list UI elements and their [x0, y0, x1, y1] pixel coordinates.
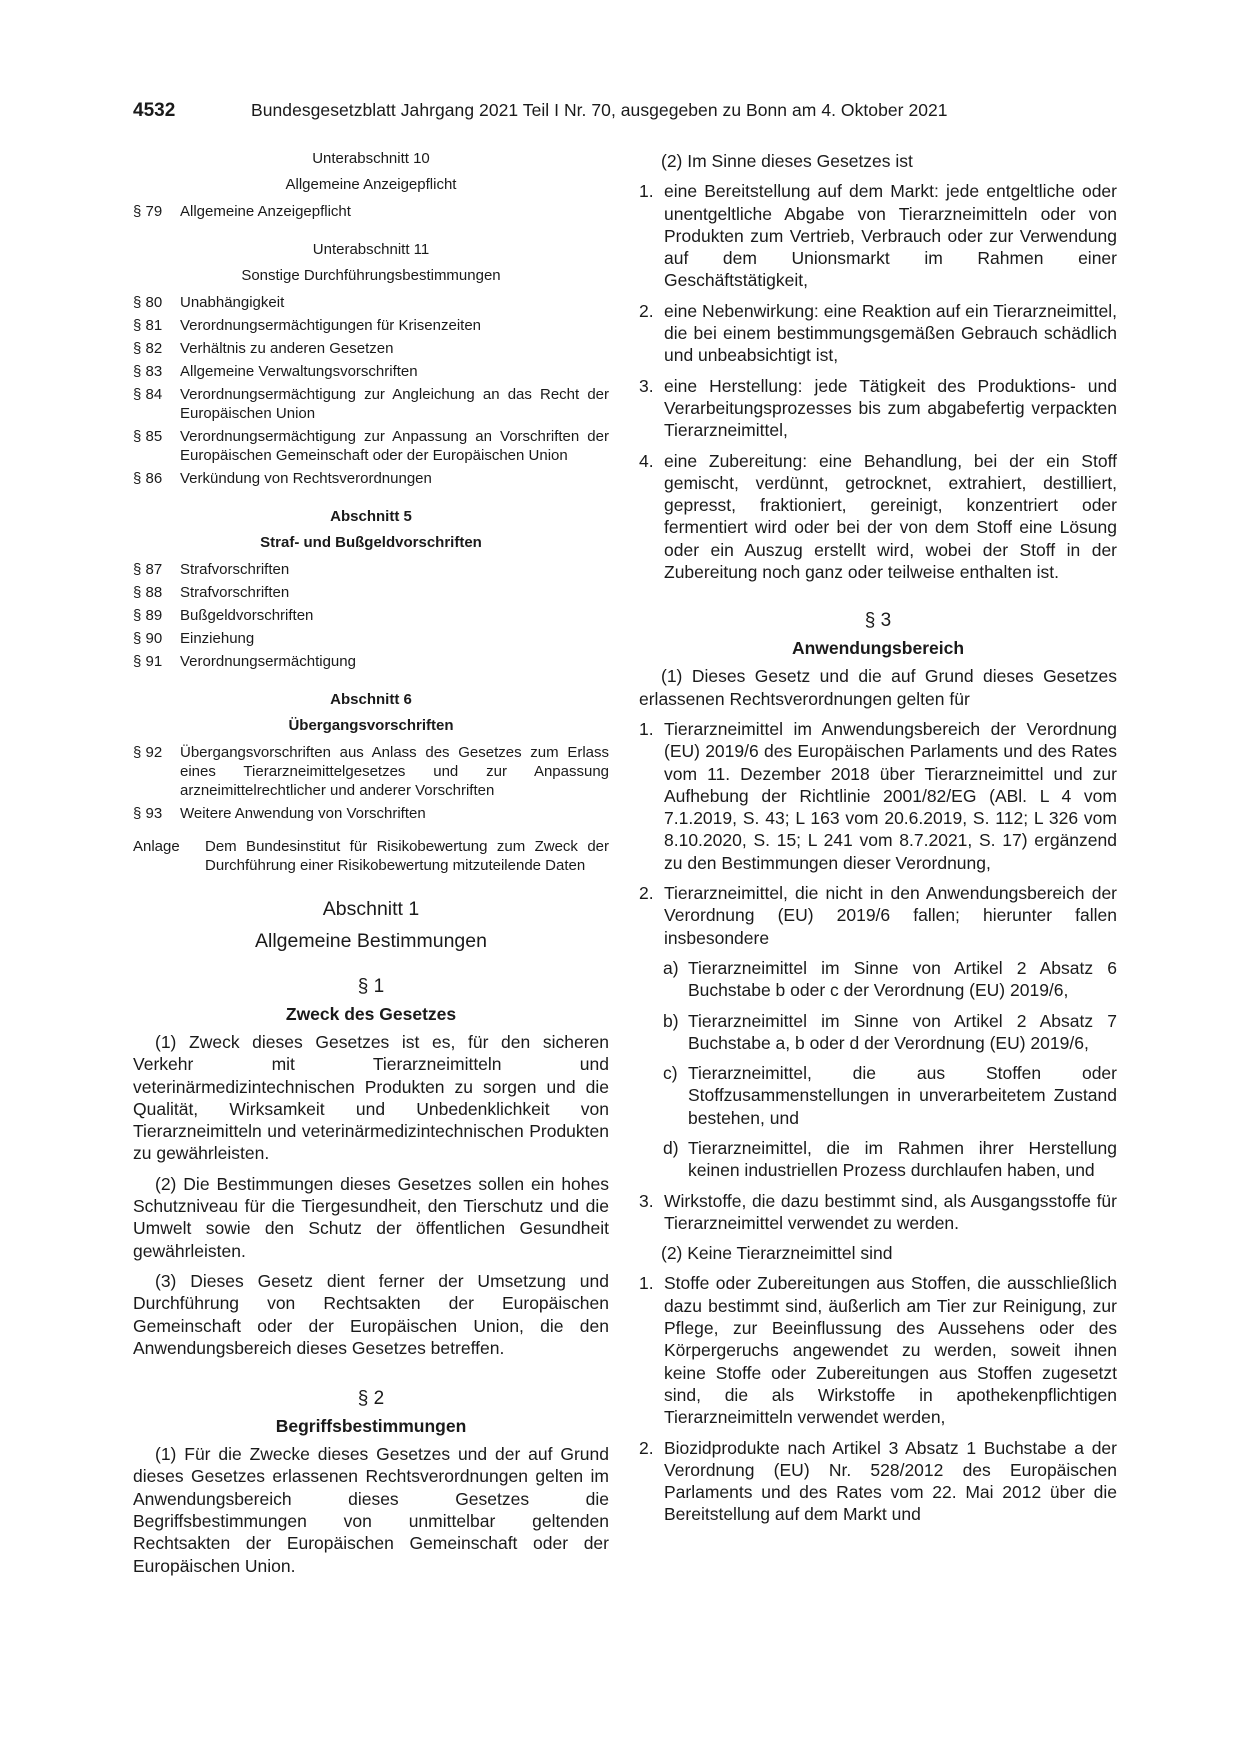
toc-entry-number: § 92	[133, 744, 163, 761]
left-column	[133, 150, 609, 1585]
toc-entry-number: § 90	[133, 630, 163, 647]
toc-entry-text: Verordnungsermächtigung zur Anpassung an Vorschriften der Europäischen Gemeinschaft oder der Europäischen Union	[180, 428, 609, 464]
toc-entry-text: Übergangsvorschriften aus Anlass des Gesetzes zum Erlass eines Tierarzneimittelgesetzes und zur Anpassung arzneimittelrechtlicher und anderer Vorschriften	[180, 744, 609, 799]
toc-entry-text: Unabhängigkeit	[180, 294, 285, 311]
sub-list-item-letter: d)	[663, 1137, 679, 1158]
toc-entry	[133, 743, 609, 800]
sub-list-item-text: Tierarzneimittel, die aus Stoffen oder Stoffzusammenstellungen in unverarbeitetem Zustand bestehen, und	[688, 1063, 1117, 1128]
toc-entry-text: Verordnungsermächtigungen für Krisenzeiten	[180, 317, 482, 334]
toc-entry-number: § 88	[133, 584, 163, 601]
sub-list-item-letter: b)	[663, 1010, 679, 1031]
paragraph: (1) Zweck dieses Gesetzes ist es, für den sicheren Verkehr mit Tierarzneimitteln und veterinärmedizintechnischen Produkten zu sorgen und die Qualität, Wirksamkeit und Unbedenklichkeit von Tierarzneimitteln und veterinärmedizintechnischen Produkten zu gewährleisten.	[133, 1032, 609, 1164]
toc-entry-text: Bußgeldvorschriften	[180, 607, 314, 624]
toc-entry-text: Allgemeine Anzeigepflicht	[180, 203, 351, 220]
toc-unterabschnitt-11-heading: Unterabschnitt 11	[312, 241, 430, 258]
toc-entry-text: Allgemeine Verwaltungsvorschriften	[180, 363, 418, 380]
abschnitt-1-heading: Abschnitt 1	[322, 898, 420, 920]
toc-entry-number: Anlage	[133, 838, 180, 855]
sub-list-item	[639, 1010, 1117, 1055]
page-number: 4532	[133, 100, 176, 121]
list-item	[639, 1437, 1117, 1526]
toc-entry-number: § 89	[133, 607, 163, 624]
section-3-number: § 3	[864, 610, 892, 632]
section-3-title: Anwendungsbereich	[791, 638, 965, 659]
list-item	[639, 375, 1117, 442]
toc-abschnitt-5-heading: Abschnitt 5	[330, 508, 412, 525]
list-item-number: 3.	[639, 1190, 654, 1211]
list-item-text: eine Herstellung: jede Tätigkeit des Produktions- und Verarbeitungsprozesses bis zum abgabefertig verpackten Tierarzneimittel,	[664, 375, 1117, 441]
toc-entry-text: Verkündung von Rechtsverordnungen	[180, 470, 432, 487]
toc-entry-number: § 87	[133, 561, 163, 578]
gazette-title: Bundesgesetzblatt Jahrgang 2021 Teil I Nr. 70, ausgegeben zu Bonn am 4. Oktober 2021	[251, 100, 948, 120]
toc-entry	[133, 316, 609, 335]
list-item	[639, 1190, 1117, 1235]
list-item-text: eine Bereitstellung auf dem Markt: jede entgeltliche oder unentgeltliche Abgabe von Tierarzneimitteln oder von Produkten zum Vertrieb, Verbrauch oder zur Verwendung auf dem Unionsmarkt im Rahmen einer Geschäftstätigkeit,	[664, 181, 1117, 291]
abschnitt-1-title: Allgemeine Bestimmungen	[255, 930, 487, 952]
page-header	[133, 100, 1113, 124]
toc-entry-number: § 80	[133, 294, 163, 311]
toc-entry-number: § 79	[133, 203, 163, 220]
list-item-number: 1.	[639, 1273, 654, 1294]
toc-unterabschnitt-10-title: Allgemeine Anzeigepflicht	[285, 176, 457, 193]
list-item	[639, 180, 1117, 291]
list-item	[639, 1272, 1117, 1428]
sub-list-item	[639, 1062, 1117, 1129]
toc-entry-number: § 82	[133, 340, 163, 357]
toc-entry	[133, 469, 609, 488]
toc-entry	[133, 560, 609, 579]
sub-list-item	[639, 957, 1117, 1002]
sub-list-item	[639, 1137, 1117, 1182]
toc-abschnitt-6-heading: Abschnitt 6	[330, 691, 412, 708]
toc-section	[133, 150, 609, 875]
sub-list-item-text: Tierarzneimittel, die im Rahmen ihrer Herstellung keinen industriellen Prozess durchlaufen haben, und	[688, 1137, 1117, 1181]
toc-entry	[133, 339, 609, 358]
toc-abschnitt-6-title: Übergangsvorschriften	[288, 717, 454, 734]
list-item-text: Tierarzneimittel, die nicht in den Anwendungsbereich der Verordnung (EU) 2019/6 fallen; hierunter fallen insbesondere	[664, 883, 1117, 948]
paragraph: (2) Die Bestimmungen dieses Gesetzes sollen ein hohes Schutzniveau für die Tiergesundheit, den Tierschutz und die Umwelt sowie den Schutz der öffentlichen Gesundheit gewährleisten.	[133, 1173, 609, 1261]
toc-entry-number: § 93	[133, 805, 163, 822]
toc-entry	[133, 362, 609, 381]
list-item-text: Stoffe oder Zubereitungen aus Stoffen, die ausschließlich dazu bestimmt sind, äußerlich am Tier zur Reinigung, zur Pflege, zur Beeinflussung des Aussehens oder des Körpergeruchs angewendet zu werden, soweit ihnen keine Stoffe oder Zubereitungen aus Stoffen zugesetzt sind, die als Wirkstoffe in apothekenpflichtigen Tierarzneimitteln verwendet werden,	[664, 1273, 1117, 1428]
toc-entry	[133, 202, 609, 221]
paragraph: (2) Keine Tierarzneimittel sind	[661, 1243, 893, 1264]
toc-unterabschnitt-11-title: Sonstige Durchführungsbestimmungen	[241, 267, 501, 284]
paragraph: (1) Dieses Gesetz und die auf Grund dieses Gesetzes erlassenen Rechtsverordnungen gelten für	[639, 666, 1117, 709]
toc-entry-text: Verordnungsermächtigung	[180, 653, 356, 670]
sub-list-item-text: Tierarzneimittel im Sinne von Artikel 2 Absatz 6 Buchstabe b oder c der Verordnung (EU) 2019/6,	[688, 957, 1117, 1001]
toc-entry	[133, 385, 609, 423]
list-item-number: 1.	[639, 181, 654, 202]
toc-entry	[133, 583, 609, 602]
list-item-text: Tierarzneimittel im Anwendungsbereich der Verordnung (EU) 2019/6 des Europäischen Parlaments und des Rates vom 11. Dezember 2018 über Tierarzneimittel und zur Aufhebung der Richtlinie 2001/82/EG (ABl. L 4 vom 7.1.2019, S. 43; L 163 vom 20.6.2019, S. 112; L 326 vom 8.10.2020, S. 15; L 241 vom 8.7.2021, S. 17) ergänzend zu den Bestimmungen dieser Verordnung,	[664, 718, 1117, 873]
list-item	[639, 718, 1117, 874]
sub-list-item-text: Tierarzneimittel im Sinne von Artikel 2 Absatz 7 Buchstabe a, b oder d der Verordnung (EU) 2019/6,	[688, 1010, 1117, 1053]
toc-entry	[133, 629, 609, 648]
list-item-number: 4.	[639, 450, 654, 471]
list-item	[639, 450, 1117, 584]
toc-entry	[133, 427, 609, 465]
toc-entry-text: Strafvorschriften	[180, 561, 290, 578]
toc-unterabschnitt-10-heading: Unterabschnitt 10	[312, 150, 430, 167]
toc-entry-number: § 84	[133, 386, 163, 403]
toc-entry-number: § 86	[133, 470, 163, 487]
list-item-text: Biozidprodukte nach Artikel 3 Absatz 1 Buchstabe a der Verordnung (EU) Nr. 528/2012 des Europäischen Parlaments und des Rates vom 22. Mai 2012 über die Bereitstellung auf dem Markt und	[664, 1437, 1117, 1525]
toc-entry	[133, 293, 609, 312]
toc-entry-text: Einziehung	[180, 630, 255, 647]
section-1-number: § 1	[357, 976, 385, 997]
sub-list-item-letter: a)	[663, 957, 679, 978]
toc-entry	[133, 804, 609, 823]
right-column	[639, 150, 1117, 1534]
toc-entry-text: Verhältnis zu anderen Gesetzen	[180, 340, 394, 357]
toc-entry-anlage	[133, 837, 609, 875]
toc-entry-number: § 85	[133, 428, 163, 445]
list-item-number: 2.	[639, 883, 654, 904]
section-2-title: Begriffsbestimmungen	[275, 1416, 467, 1437]
list-item	[639, 300, 1117, 367]
section-1-title: Zweck des Gesetzes	[285, 1004, 457, 1024]
list-item-number: 1.	[639, 718, 654, 739]
list-item-number: 2.	[639, 300, 654, 321]
toc-entry-text: Verordnungsermächtigung zur Angleichung an das Recht der Europäischen Union	[180, 386, 609, 422]
toc-abschnitt-5-title: Straf- und Bußgeldvorschriften	[260, 534, 482, 551]
toc-entry-number: § 91	[133, 653, 163, 670]
toc-entry-text: Dem Bundesinstitut für Risikobewertung zum Zweck der Durchführung einer Risikobewertung mitzuteilende Daten	[205, 838, 609, 874]
list-item-text: eine Zubereitung: eine Behandlung, bei der ein Stoff gemischt, verdünnt, getrocknet, extrahiert, destilliert, gepresst, fraktioniert, gereinigt, konzentriert oder fermentiert wird oder bei der von dem Stoff eine Lösung oder ein Auszug erstellt wird, wobei der Stoff in der Zubereitung noch ganz oder teilweise enthalten ist.	[664, 450, 1117, 583]
sub-list-item-letter: c)	[663, 1063, 678, 1084]
list-item-number: 2.	[639, 1437, 654, 1458]
list-item-text: Wirkstoffe, die dazu bestimmt sind, als Ausgangsstoffe für Tierarzneimittel verwendet zu werden.	[664, 1190, 1117, 1233]
section-2-number: § 2	[357, 1388, 385, 1410]
paragraph: (3) Dieses Gesetz dient ferner der Umsetzung und Durchführung von Rechtsakten der Europäischen Gemeinschaft oder der Europäischen Union, die den Anwendungsbereich dieses Gesetzes betreffen.	[133, 1270, 609, 1358]
toc-entry-number: § 81	[133, 317, 163, 334]
list-item-number: 3.	[639, 375, 654, 396]
paragraph: (1) Für die Zwecke dieses Gesetzes und der auf Grund dieses Gesetzes erlassenen Rechtsverordnungen gelten im Anwendungsbereich dieses Gesetzes die Begriffsbestimmungen von unmittelbar geltenden Rechtsakten der Europäischen Gemeinschaft oder der Europäischen Union.	[133, 1444, 609, 1576]
toc-entry-text: Weitere Anwendung von Vorschriften	[180, 805, 426, 822]
toc-entry-text: Strafvorschriften	[180, 584, 290, 601]
paragraph: (2) Im Sinne dieses Gesetzes ist	[661, 151, 913, 171]
toc-entry	[133, 652, 609, 671]
list-item	[639, 882, 1117, 949]
list-item-text: eine Nebenwirkung: eine Reaktion auf ein Tierarzneimittel, die bei einem bestimmungsgemäßen Gebrauch schädlich und unbeabsichtigt ist,	[664, 300, 1117, 366]
toc-entry-number: § 83	[133, 363, 163, 380]
toc-entry	[133, 606, 609, 625]
